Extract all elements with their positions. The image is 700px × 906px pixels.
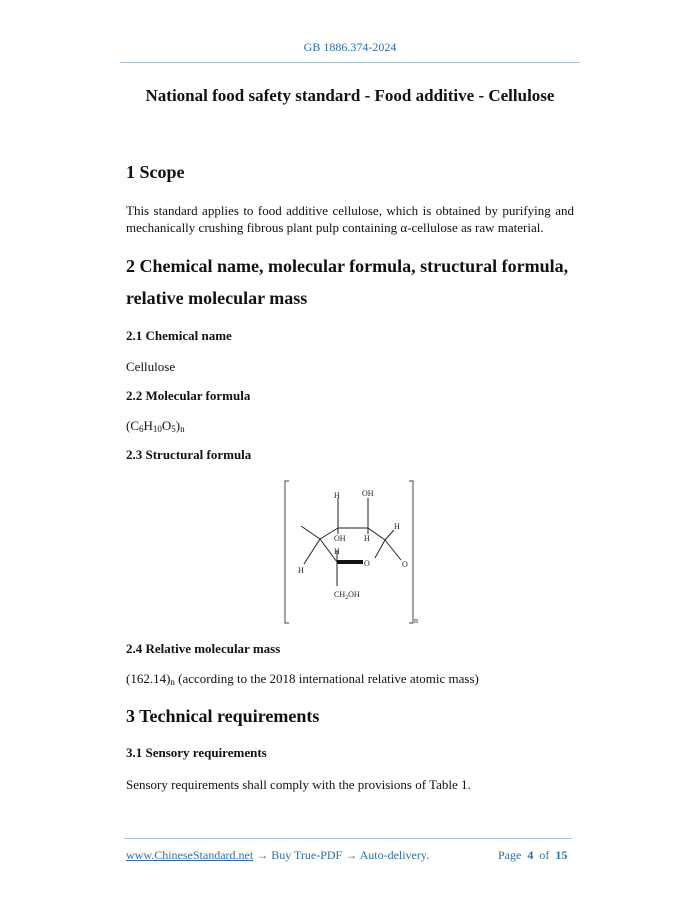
label-o-right: O [402, 560, 408, 569]
chemical-name-value: Cellulose [126, 359, 176, 374]
left-bracket [285, 481, 289, 623]
chem-heading-line2: relative molecular mass [126, 288, 308, 308]
label-h-top: H [334, 491, 340, 500]
molecular-formula: $(C_6H_{10}O_5)_n$ [126, 418, 185, 434]
page-total: 15 [555, 848, 568, 862]
scope-text: This standard applies to food additive cellulose, which is obtained by purifying and mechanically crushing fibrous plant pulp containing α-cellulose as raw material. [126, 203, 574, 235]
label-oh-mid: OH [334, 534, 346, 543]
document-title: National food safety standard - Food additive - Cellulose [145, 86, 555, 105]
substituent-bond [304, 539, 320, 564]
site-link[interactable]: www.ChineseStandard.net [126, 848, 254, 862]
label-h-left: H [298, 566, 304, 575]
sensory-requirements-text: Sensory requirements shall comply with the provisions of Table 1. [126, 777, 471, 792]
molecular-mass-value: $(162.14)_n$ (according to the 2018 international relative atomic mass) [126, 671, 479, 687]
footer-divider [124, 838, 572, 839]
label-n-subscript: n [414, 616, 418, 625]
ring-bond [375, 540, 385, 558]
label-h-right: H [394, 522, 400, 531]
label-o-ring: O [364, 559, 370, 568]
chemical-name-heading: 2.1 Chemical name [126, 328, 232, 343]
right-bracket [409, 481, 413, 623]
sensory-requirements-heading: 3.1 Sensory requirements [126, 745, 267, 760]
label-h-mid: H [364, 534, 370, 543]
chem-heading-line1: 2 Chemical name, molecular formula, structural formula, [126, 256, 569, 276]
label-ch2oh: $CH_2OH$ [334, 590, 360, 601]
page-indicator: Page 4 of 15 [498, 848, 568, 862]
label-h-ring: H [334, 547, 340, 556]
purchase-text: → Buy True-PDF → Auto-delivery. [253, 848, 430, 862]
structural-formula-heading: 2.3 Structural formula [126, 447, 252, 462]
technical-requirements-heading: 3 Technical requirements [126, 706, 320, 726]
footer-links [126, 848, 429, 863]
ring-bond [368, 528, 385, 540]
molecular-formula-heading: 2.2 Molecular formula [126, 388, 251, 403]
header-divider [120, 62, 580, 63]
page-number: 4 [527, 848, 534, 862]
scope-heading: 1 Scope [126, 162, 185, 182]
molecular-mass-heading: 2.4 Relative molecular mass [126, 641, 281, 656]
label-oh-top: OH [362, 489, 374, 498]
standard-code: GB 1886.374-2024 [303, 40, 397, 54]
cellulose-structure-diagram [278, 478, 428, 628]
substituent-bond [385, 540, 401, 560]
substituent-bond [385, 530, 394, 540]
substituent-bond [301, 526, 320, 539]
